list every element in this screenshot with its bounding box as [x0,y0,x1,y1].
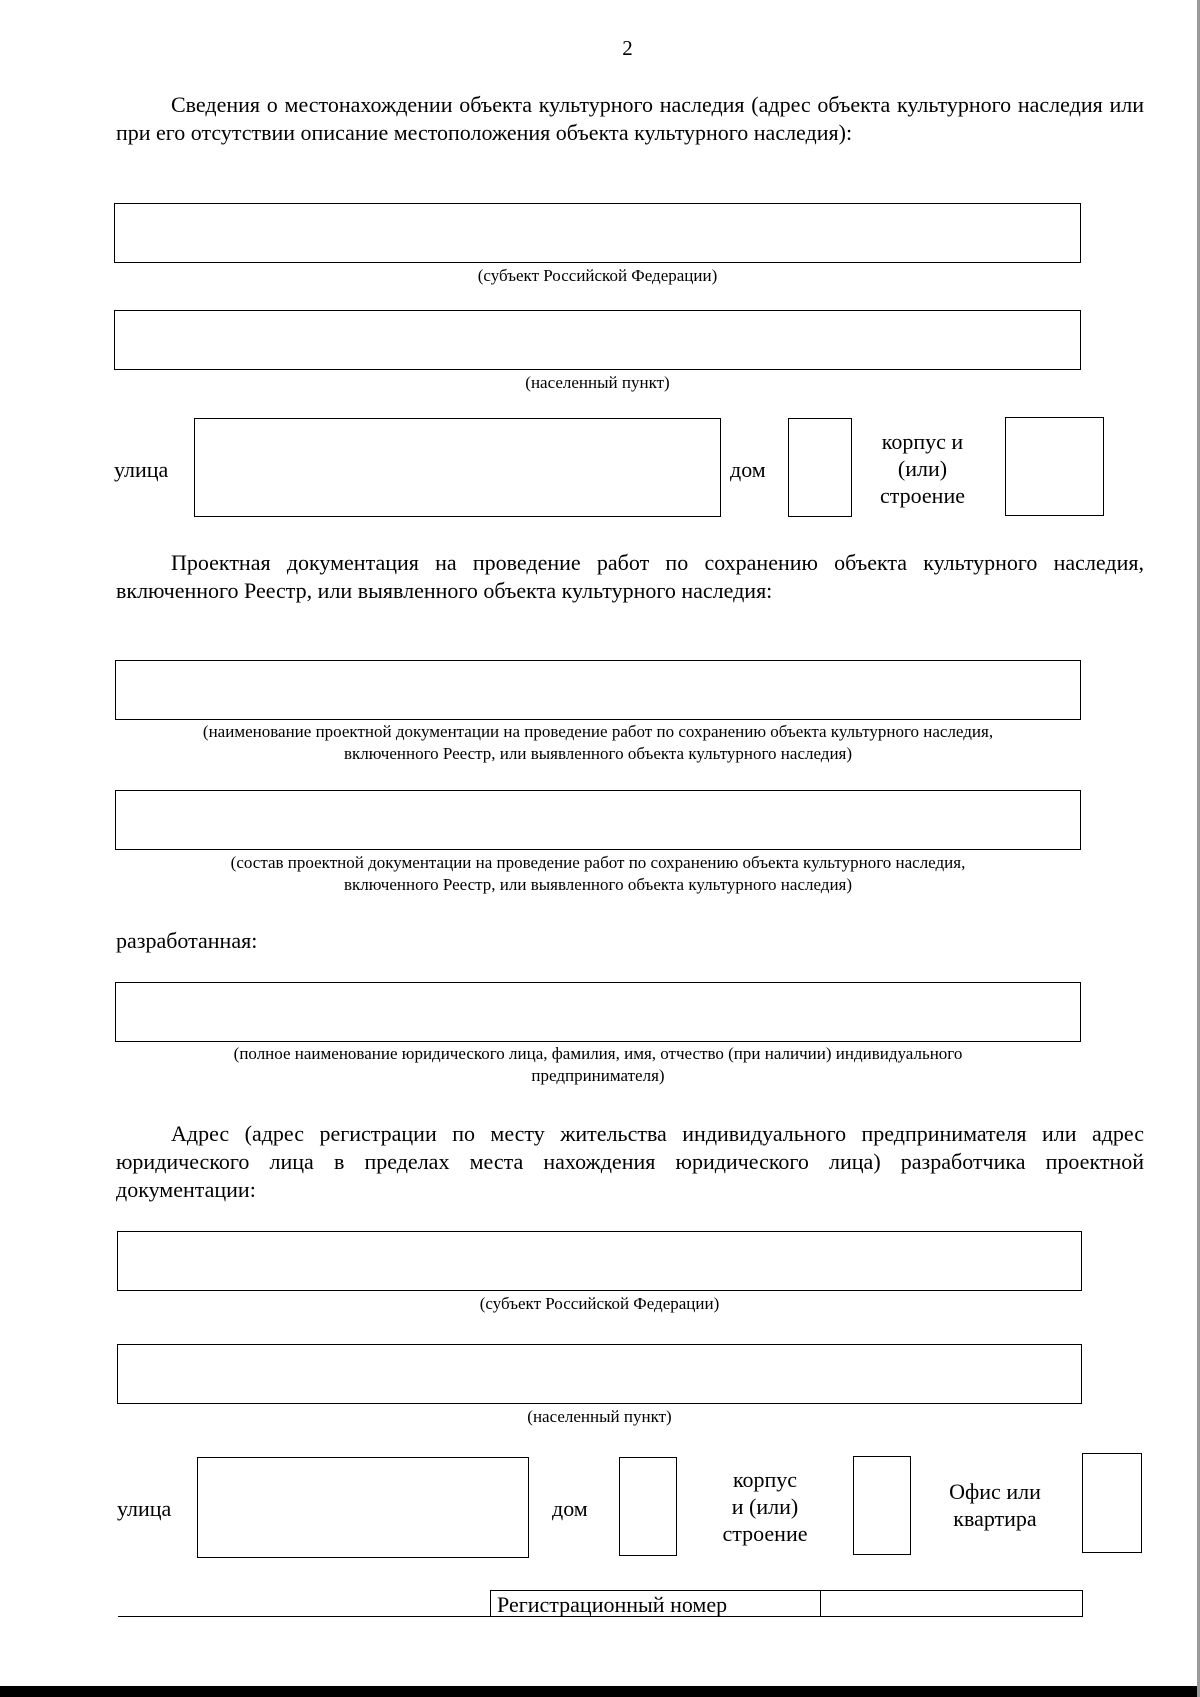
developer-region-caption: (субъект Российской Федерации) [479,1294,720,1313]
developer-building-label-line2: и (или) [731,1494,799,1519]
developer-building-label-line1: корпус [732,1467,798,1492]
developer-address-intro-text: Адрес (адрес регистрации по месту жительства индивидуального предпринимателя или адрес юридического лица в пределах места нахождения юридического лица) разработчика проектной документации: [116,1121,1144,1202]
developer-name-caption-line2: предпринимателя) [531,1066,665,1085]
developer-office-field[interactable] [1082,1453,1142,1553]
developer-locality-caption: (населенный пункт) [527,1407,672,1426]
developer-house-field[interactable] [619,1457,677,1556]
developer-name-caption [90,1043,1106,1087]
project-intro-paragraph [116,549,1144,605]
location-region-field[interactable] [114,203,1081,263]
developed-label: разработанная: [116,928,258,953]
location-building-label-line1: корпус и [881,429,964,454]
location-intro-paragraph [116,91,1144,147]
developer-address-intro-paragraph [116,1120,1144,1204]
location-building-field[interactable] [1005,417,1104,516]
developer-street-label: улица [117,1496,172,1521]
registration-number-table [490,1590,1083,1617]
developer-office-label-line2: квартира [953,1506,1037,1531]
project-composition-caption [90,852,1106,896]
location-building-label-line3: строение [880,483,965,508]
location-locality-field[interactable] [114,310,1081,370]
developer-building-label-line3: строение [722,1521,808,1546]
project-name-caption [90,721,1106,765]
developer-building-label [700,1466,830,1547]
developer-name-caption-line1: (полное наименование юридического лица, фамилия, имя, отчество (при наличии) индивидуального [233,1044,963,1063]
location-locality-caption: (населенный пункт) [525,373,670,392]
location-house-label: дом [730,457,766,482]
developer-house-label: дом [552,1496,588,1521]
location-street-label: улица [114,457,169,482]
developer-office-label [930,1478,1060,1532]
project-intro-text: Проектная документация на проведение работ по сохранению объекта культурного наследия, включенного Реестр, или выявленного объекта культурного наследия: [116,550,1144,603]
developer-street-field[interactable] [197,1457,529,1558]
footer-rule [118,1616,490,1617]
project-composition-field[interactable] [115,790,1081,850]
registration-number-value[interactable] [821,1591,1082,1616]
developer-building-field[interactable] [853,1456,911,1555]
project-name-caption-line1: (наименование проектной документации на проведение работ по сохранению объекта культурного наследия, [202,722,994,741]
registration-number-label: Регистрационный номер [491,1591,821,1616]
project-composition-caption-line2: включенного Реестр, или выявленного объекта культурного наследия) [343,875,853,894]
developer-region-field[interactable] [117,1231,1082,1291]
location-building-label-line2: (или) [897,456,948,481]
scan-bottom-edge [0,1686,1200,1697]
project-composition-caption-line1: (состав проектной документации на проведение работ по сохранению объекта культурного наследия, [230,853,966,872]
developer-office-label-line1: Офис или [949,1479,1041,1504]
location-house-field[interactable] [788,418,852,517]
location-intro-text: Сведения о местонахождении объекта культурного наследия (адрес объекта культурного наследия или при его отсутствии описание местоположения объекта культурного наследия): [116,92,1144,145]
page-number: 2 [622,36,633,60]
developer-locality-field[interactable] [117,1344,1082,1404]
developer-name-field[interactable] [115,982,1081,1042]
project-name-caption-line2: включенного Реестр, или выявленного объекта культурного наследия) [343,744,853,763]
project-name-field[interactable] [115,660,1081,720]
location-building-label [860,428,985,509]
location-region-caption: (субъект Российской Федерации) [477,266,718,285]
location-street-field[interactable] [194,418,721,517]
